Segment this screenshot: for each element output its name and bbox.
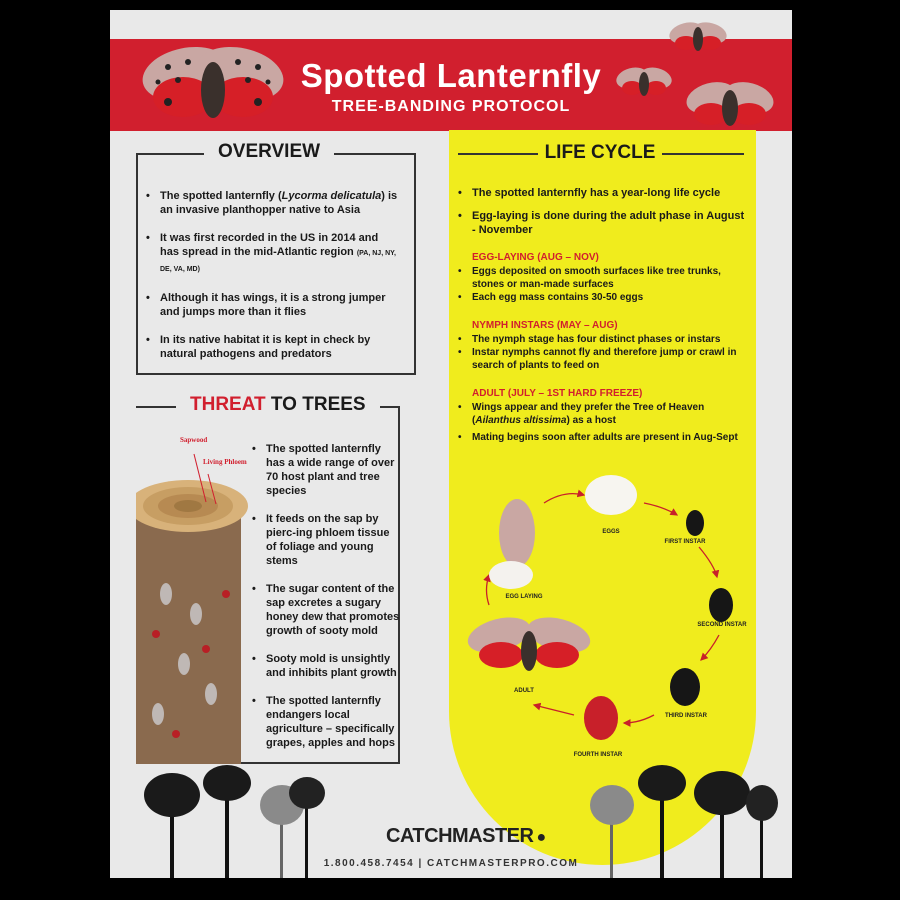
footer-contact: 1.800.458.7454 | CATCHMASTERPRO.COM xyxy=(323,858,579,869)
threat-heading: THREAT TO TREES xyxy=(176,394,380,416)
caption-third-instar: THIRD INSTAR xyxy=(665,713,707,719)
lifecycle-bullet: • Egg-laying is done during the adult phase in August - November xyxy=(458,209,748,237)
mouse-icon: ● xyxy=(536,829,546,846)
overview-bullet: • In its native habitat it is kept in check by natural pathogens and predators xyxy=(146,333,398,361)
threat-bullet: • It feeds on the sap by pierc-ing phloem tissue of foliage and young stems xyxy=(252,512,402,568)
catchmaster-logo: CATCHMASTER ● xyxy=(386,825,546,847)
nymph-bullet: • The nymph stage has four distinct phases or instars xyxy=(458,333,748,346)
nymph-bullet: • Instar nymphs cannot fly and therefore jump or crawl in search of plants to feed on xyxy=(458,346,748,372)
lifecycle-diagram xyxy=(449,465,756,775)
overview-bullet: • The spotted lanternfly (Lycorma delicatula) is an invasive planthopper native to Asia xyxy=(146,189,398,217)
page-title: Spotted Lanternfly xyxy=(300,57,602,94)
overview-bullet: • Although it has wings, it is a strong jumper and jumps more than it flies xyxy=(146,291,398,319)
lifecycle-bullet: • The spotted lanternfly has a year-long life cycle xyxy=(458,186,748,200)
overview-bullet: • It was first recorded in the US in 2014 and has spread in the mid-Atlantic region (PA, NJ, NY, DE, VA, MD) xyxy=(146,231,398,277)
threat-bullet: • The spotted lanternfly has a wide range of over 70 host plant and tree species xyxy=(252,442,402,498)
threat-list xyxy=(252,442,402,750)
adult-bullet: • Mating begins soon after adults are present in Aug-Sept xyxy=(458,431,748,444)
nymph-instars-heading: NYMPH INSTARS (MAY – AUG) xyxy=(472,320,618,331)
poster xyxy=(110,10,792,878)
overview-list xyxy=(146,189,398,361)
lifecycle-rule-right xyxy=(662,153,744,155)
lifecycle-intro-list xyxy=(458,186,748,237)
caption-eggs: EGGS xyxy=(602,529,620,535)
lanternfly-illustration-right xyxy=(685,68,775,134)
adult-heading: ADULT (JULY – 1ST HARD FREEZE) xyxy=(472,388,643,399)
tree-stump-illustration xyxy=(136,434,251,764)
lanternfly-illustration-mid-right xyxy=(615,58,673,100)
lifecycle-heading: LIFE CYCLE xyxy=(544,142,656,163)
nymph-list xyxy=(458,333,748,372)
caption-second-instar: SECOND INSTAR xyxy=(697,622,747,628)
egg-bullet: • Each egg mass contains 30-50 eggs xyxy=(458,291,748,304)
overview-heading: OVERVIEW xyxy=(204,141,334,163)
egg-laying-heading: EGG-LAYING (AUG – NOV) xyxy=(472,252,599,263)
lanternfly-illustration-top-right xyxy=(668,15,728,55)
caption-fourth-instar: FOURTH INSTAR xyxy=(573,752,623,758)
egg-bullet: • Eggs deposited on smooth surfaces like tree trunks, stones or man-made surfaces xyxy=(458,265,748,291)
caption-adult: ADULT xyxy=(514,688,534,694)
lifecycle-rule-left xyxy=(458,153,538,155)
adult-list xyxy=(458,401,748,444)
threat-bullet: • The spotted lanternfly endangers local agriculture – specifically grapes, apples and hops xyxy=(252,694,402,750)
caption-egg-laying: EGG LAYING xyxy=(505,594,543,600)
egg-laying-list xyxy=(458,265,748,304)
page-subtitle: TREE-BANDING PROTOCOL xyxy=(331,98,571,115)
living-phloem-label: Living Phloem xyxy=(203,458,247,466)
lanternfly-illustration-left xyxy=(138,32,288,124)
sapwood-label: Sapwood xyxy=(180,436,208,444)
overview-box xyxy=(136,141,416,375)
caption-first-instar: FIRST INSTAR xyxy=(664,539,706,545)
adult-bullet: • Wings appear and they prefer the Tree of Heaven (Ailanthus altissima) as a host xyxy=(458,401,748,427)
threat-bullet: • Sooty mold is unsightly and inhibits plant growth xyxy=(252,652,402,680)
threat-bullet: • The sugar content of the sap excretes a sugary honey dew that promotes growth of sooty mold xyxy=(252,582,402,638)
